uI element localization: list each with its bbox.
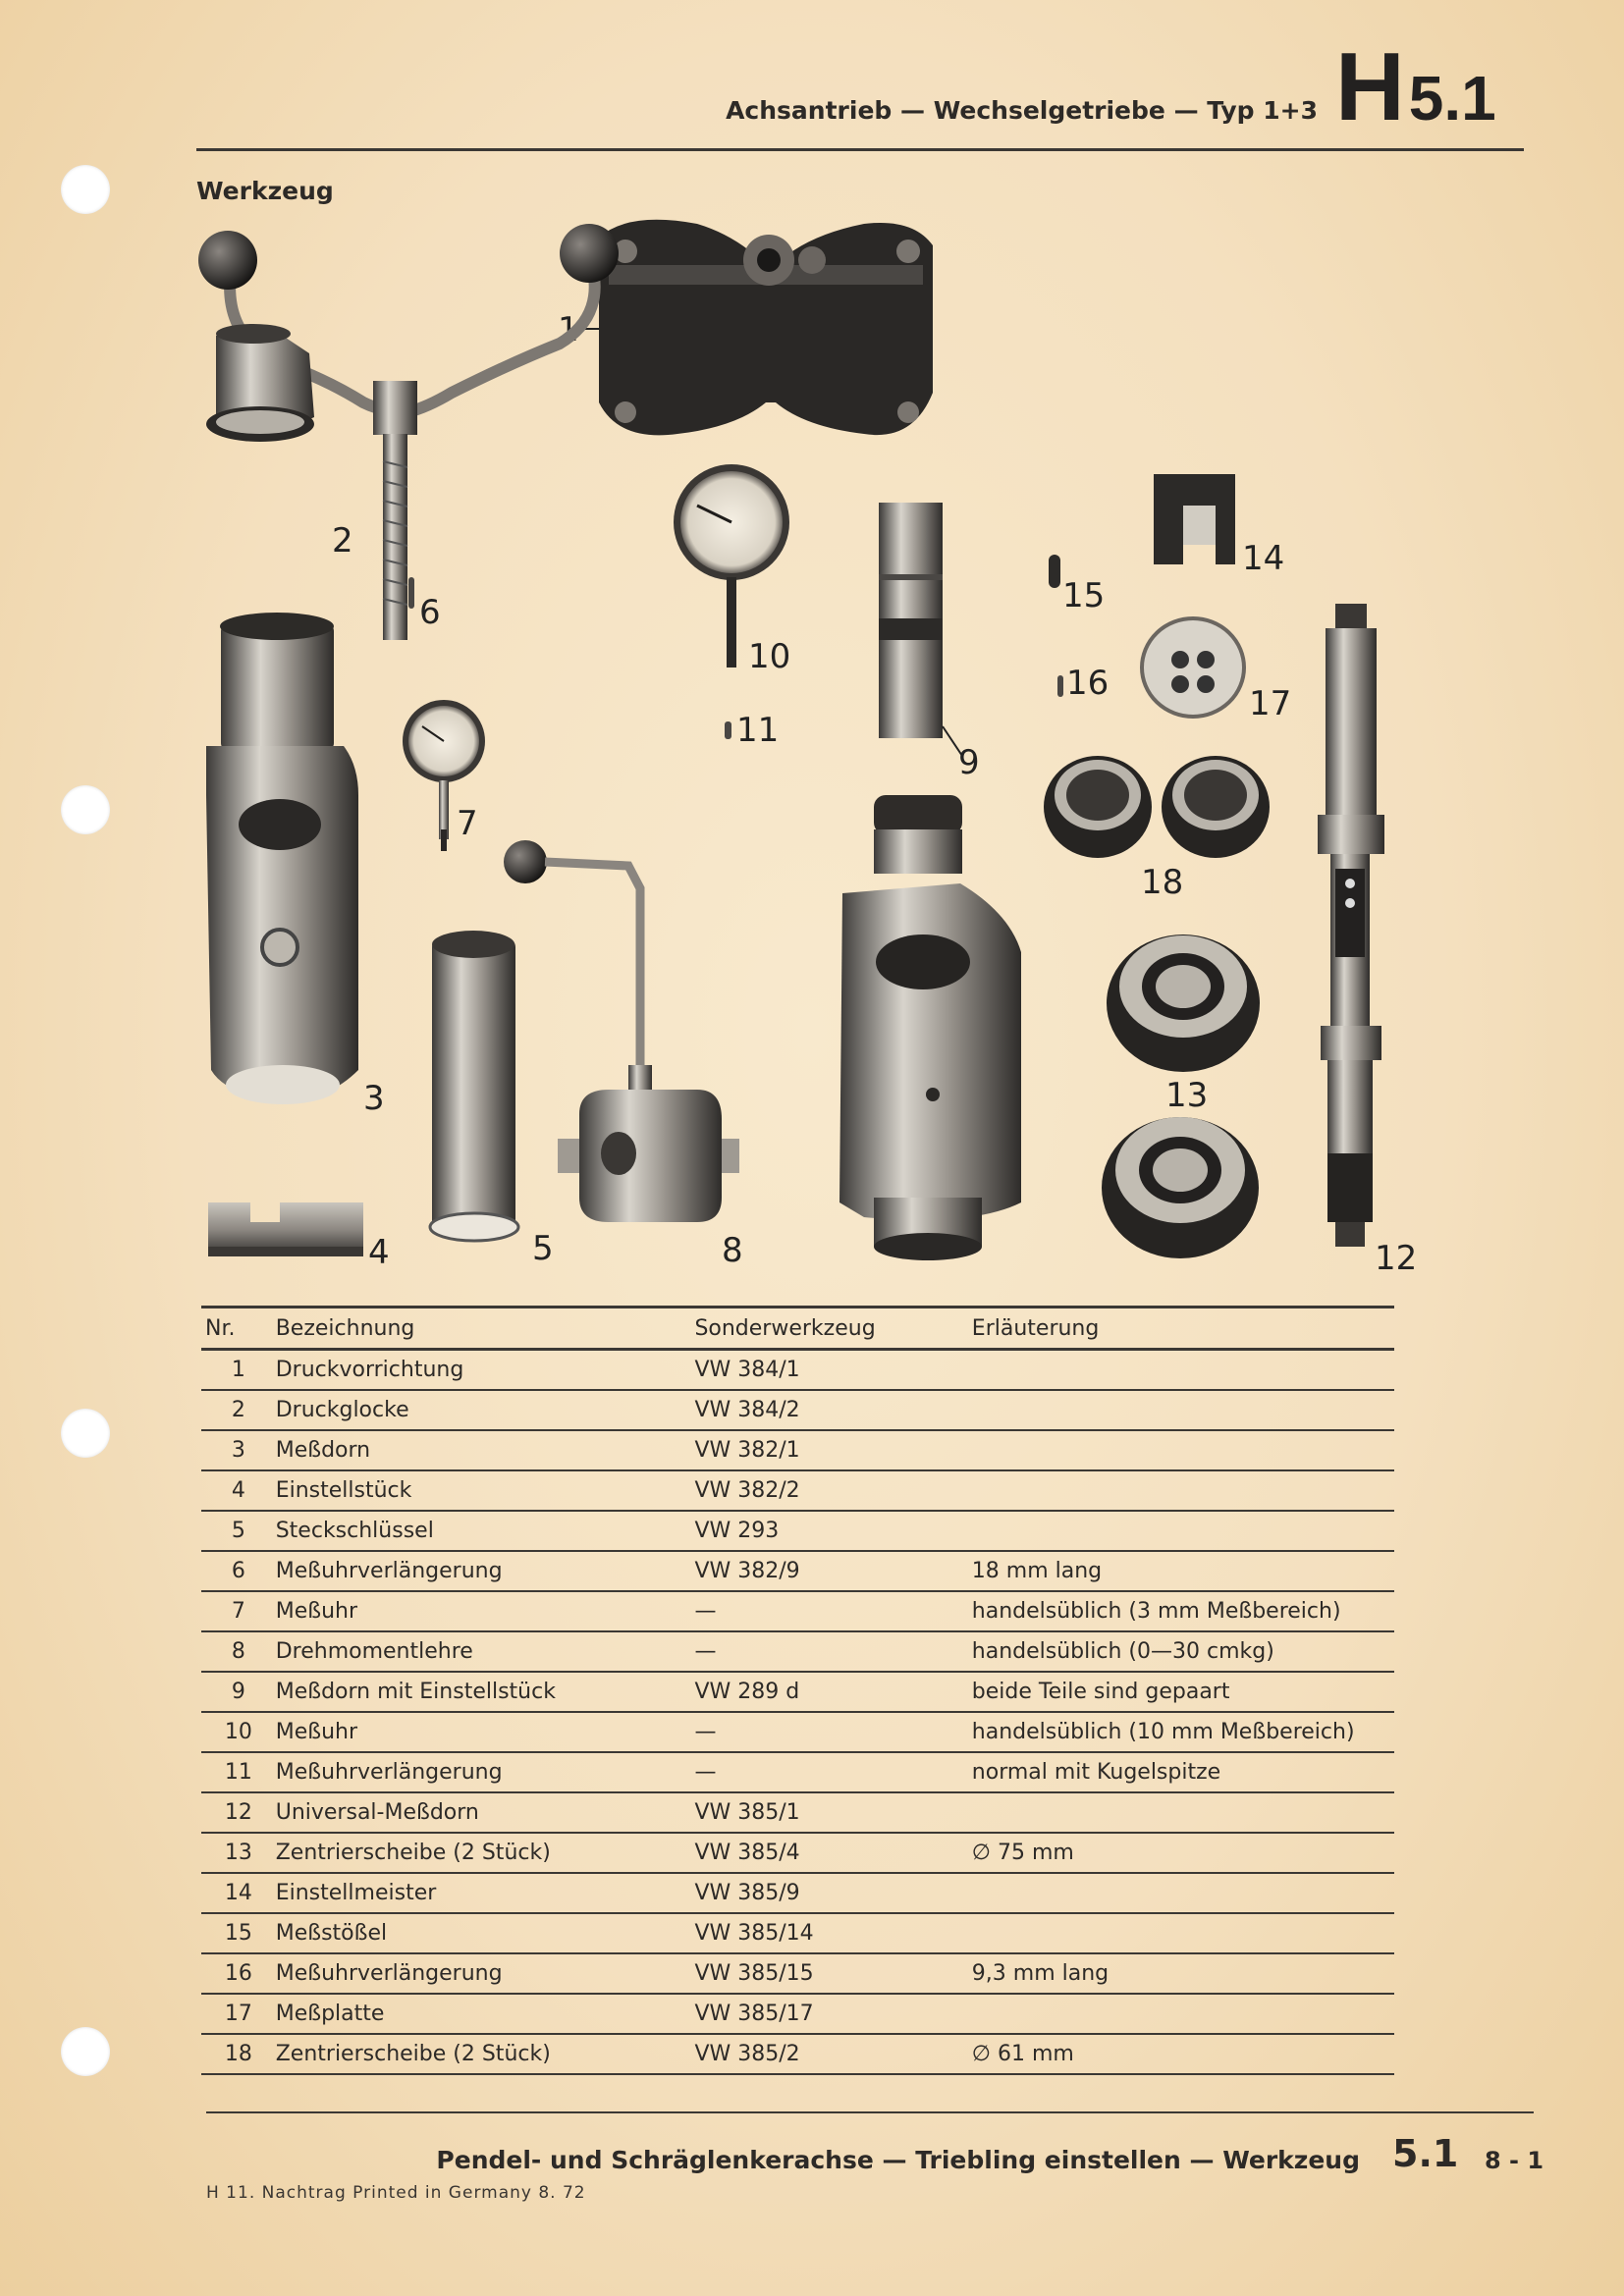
cell-bezeichnung: Meßstößel — [276, 1913, 695, 1953]
footer-title: Pendel- und Schräglenkerachse — Triebling einstellen — Werkzeug — [436, 2146, 1360, 2174]
cell-bezeichnung: Meßuhrverlängerung — [276, 1551, 695, 1591]
parts-table — [201, 1306, 1394, 2075]
cell-sonderwerkzeug: — — [694, 1712, 971, 1752]
cell-nr: 2 — [201, 1390, 276, 1430]
section-subtitle: Werkzeug — [196, 177, 334, 205]
cell-erlaeuterung — [972, 1430, 1394, 1470]
cell-bezeichnung: Einstellstück — [276, 1470, 695, 1511]
cell-erlaeuterung: 18 mm lang — [972, 1551, 1394, 1591]
cell-nr: 5 — [201, 1511, 276, 1551]
cell-sonderwerkzeug: VW 385/1 — [694, 1792, 971, 1833]
callout-5: 5 — [532, 1229, 554, 1268]
tool-11-pin — [725, 721, 731, 739]
table-body — [201, 1350, 1394, 2075]
footer-section-number: 5.1 — [1392, 2132, 1459, 2175]
table-row — [201, 1953, 1394, 1994]
cell-nr: 17 — [201, 1994, 276, 2034]
cell-erlaeuterung: handelsüblich (10 mm Meßbereich) — [972, 1712, 1394, 1752]
table-row — [201, 1792, 1394, 1833]
table-row — [201, 1350, 1394, 1391]
cell-erlaeuterung — [972, 1792, 1394, 1833]
cell-sonderwerkzeug: VW 385/9 — [694, 1873, 971, 1913]
cell-erlaeuterung — [972, 1511, 1394, 1551]
cell-nr: 1 — [201, 1350, 276, 1391]
callout-8: 8 — [722, 1231, 743, 1270]
cell-bezeichnung: Meßdorn — [276, 1430, 695, 1470]
table-row — [201, 1752, 1394, 1792]
callout-15: 15 — [1062, 576, 1106, 615]
table-row — [201, 1591, 1394, 1631]
tool-15-stoessel — [1049, 555, 1060, 588]
table-row — [201, 1631, 1394, 1672]
cell-bezeichnung: Drehmomentlehre — [276, 1631, 695, 1672]
table-row — [201, 1430, 1394, 1470]
table-row — [201, 1994, 1394, 2034]
callout-14: 14 — [1242, 539, 1285, 578]
table-row — [201, 1551, 1394, 1591]
footer-rule — [206, 2111, 1534, 2113]
cell-sonderwerkzeug: VW 382/9 — [694, 1551, 971, 1591]
cell-sonderwerkzeug: VW 385/4 — [694, 1833, 971, 1873]
cell-erlaeuterung: normal mit Kugelspitze — [972, 1752, 1394, 1792]
tool-14-einstellmeister — [1154, 474, 1235, 564]
column-header-erlaeuterung: Erläuterung — [972, 1308, 1394, 1350]
cell-bezeichnung: Zentrierscheibe (2 Stück) — [276, 2034, 695, 2074]
cell-nr: 8 — [201, 1631, 276, 1672]
cell-sonderwerkzeug: — — [694, 1591, 971, 1631]
section-code — [1335, 31, 1496, 142]
punch-hole — [61, 1409, 110, 1458]
cell-sonderwerkzeug: VW 289 d — [694, 1672, 971, 1712]
callout-4: 4 — [368, 1233, 390, 1272]
punch-hole — [61, 2027, 110, 2076]
cell-erlaeuterung: handelsüblich (3 mm Meßbereich) — [972, 1591, 1394, 1631]
cell-erlaeuterung — [972, 1873, 1394, 1913]
header-rule — [196, 148, 1524, 151]
cell-erlaeuterung: handelsüblich (0—30 cmkg) — [972, 1631, 1394, 1672]
cell-nr: 7 — [201, 1591, 276, 1631]
cell-nr: 9 — [201, 1672, 276, 1712]
cell-nr: 16 — [201, 1953, 276, 1994]
cell-nr: 15 — [201, 1913, 276, 1953]
cell-bezeichnung: Einstellmeister — [276, 1873, 695, 1913]
section-number: 5.1 — [1408, 63, 1496, 133]
callout-10: 10 — [748, 637, 791, 676]
callout-2: 2 — [332, 521, 353, 561]
cell-bezeichnung: Universal-Meßdorn — [276, 1792, 695, 1833]
callout-3: 3 — [363, 1079, 385, 1118]
cell-bezeichnung: Zentrierscheibe (2 Stück) — [276, 1833, 695, 1873]
cell-erlaeuterung: ∅ 75 mm — [972, 1833, 1394, 1873]
punch-hole — [61, 165, 110, 214]
tool-12-universal-messdorn — [1318, 604, 1384, 1247]
tool-5-steckschluessel — [430, 931, 518, 1241]
cell-nr: 18 — [201, 2034, 276, 2074]
cell-nr: 14 — [201, 1873, 276, 1913]
cell-erlaeuterung — [972, 1913, 1394, 1953]
cell-bezeichnung: Meßuhrverlängerung — [276, 1953, 695, 1994]
column-header-nr: Nr. — [201, 1308, 276, 1350]
cell-nr: 12 — [201, 1792, 276, 1833]
callout-13: 13 — [1165, 1076, 1209, 1115]
callout-11: 11 — [736, 711, 780, 750]
cell-sonderwerkzeug: VW 384/1 — [694, 1350, 971, 1391]
cell-bezeichnung: Meßplatte — [276, 1994, 695, 2034]
cell-erlaeuterung: beide Teile sind gepaart — [972, 1672, 1394, 1712]
section-letter: H — [1335, 32, 1405, 140]
tool-6-pin — [408, 577, 414, 609]
table-header-row — [201, 1308, 1394, 1350]
column-header-bezeichnung: Bezeichnung — [276, 1308, 695, 1350]
table-row — [201, 1873, 1394, 1913]
cell-erlaeuterung — [972, 1994, 1394, 2034]
callout-9: 9 — [958, 743, 980, 782]
cell-bezeichnung: Meßuhrverlängerung — [276, 1752, 695, 1792]
cell-nr: 3 — [201, 1430, 276, 1470]
table-row — [201, 1672, 1394, 1712]
tool-16-pin — [1057, 675, 1063, 697]
cell-erlaeuterung — [972, 1350, 1394, 1391]
footer-page-number: 8 - 1 — [1485, 2147, 1544, 2174]
table-row — [201, 1511, 1394, 1551]
table-row — [201, 2034, 1394, 2074]
table-row — [201, 1390, 1394, 1430]
cell-sonderwerkzeug: VW 385/14 — [694, 1913, 971, 1953]
header-title: Achsantrieb — Wechselgetriebe — Typ 1+3 — [726, 96, 1318, 125]
cell-sonderwerkzeug: — — [694, 1752, 971, 1792]
callout-6: 6 — [419, 593, 441, 632]
cell-erlaeuterung: 9,3 mm lang — [972, 1953, 1394, 1994]
cell-sonderwerkzeug: VW 293 — [694, 1511, 971, 1551]
tool-9-messdorn — [839, 503, 1021, 1260]
table-row — [201, 1913, 1394, 1953]
tool-17-messplatte — [1142, 618, 1244, 717]
cell-nr: 6 — [201, 1551, 276, 1591]
tool-18-zentrierscheibe — [1044, 756, 1270, 858]
table-row — [201, 1712, 1394, 1752]
cell-bezeichnung: Meßdorn mit Einstellstück — [276, 1672, 695, 1712]
cell-sonderwerkzeug: VW 385/15 — [694, 1953, 971, 1994]
cell-nr: 11 — [201, 1752, 276, 1792]
cell-nr: 4 — [201, 1470, 276, 1511]
callout-18: 18 — [1141, 863, 1184, 902]
tool-8-drehmomentlehre — [504, 840, 739, 1222]
tool-1-druckvorrichtung — [574, 220, 933, 436]
cell-erlaeuterung — [972, 1470, 1394, 1511]
cell-erlaeuterung: ∅ 61 mm — [972, 2034, 1394, 2074]
cell-sonderwerkzeug: VW 385/17 — [694, 1994, 971, 2034]
cell-bezeichnung: Meßuhr — [276, 1591, 695, 1631]
tool-3-messdorn — [206, 613, 358, 1104]
callout-16: 16 — [1066, 664, 1110, 703]
punch-hole — [61, 785, 110, 834]
footer-print-note: H 11. Nachtrag Printed in Germany 8. 72 — [206, 2183, 586, 2203]
table-row — [201, 1833, 1394, 1873]
table-row — [201, 1470, 1394, 1511]
tool-2-druckglocke — [206, 324, 334, 530]
cell-bezeichnung: Steckschlüssel — [276, 1511, 695, 1551]
callout-17: 17 — [1249, 684, 1292, 723]
cell-erlaeuterung — [972, 1390, 1394, 1430]
tools-photo — [187, 206, 1424, 1286]
cell-bezeichnung: Druckvorrichtung — [276, 1350, 695, 1391]
cell-sonderwerkzeug: VW 384/2 — [694, 1390, 971, 1430]
cell-sonderwerkzeug: VW 385/2 — [694, 2034, 971, 2074]
cell-sonderwerkzeug: — — [694, 1631, 971, 1672]
cell-nr: 13 — [201, 1833, 276, 1873]
cell-nr: 10 — [201, 1712, 276, 1752]
tool-4-einstellstueck — [208, 1202, 363, 1256]
cell-sonderwerkzeug: VW 382/2 — [694, 1470, 971, 1511]
cell-sonderwerkzeug: VW 382/1 — [694, 1430, 971, 1470]
callout-12: 12 — [1375, 1239, 1418, 1278]
column-header-sonderwerkzeug: Sonderwerkzeug — [694, 1308, 971, 1350]
cell-bezeichnung: Druckglocke — [276, 1390, 695, 1430]
cell-bezeichnung: Meßuhr — [276, 1712, 695, 1752]
callout-1: 1 — [558, 310, 579, 349]
callout-7: 7 — [457, 804, 478, 843]
